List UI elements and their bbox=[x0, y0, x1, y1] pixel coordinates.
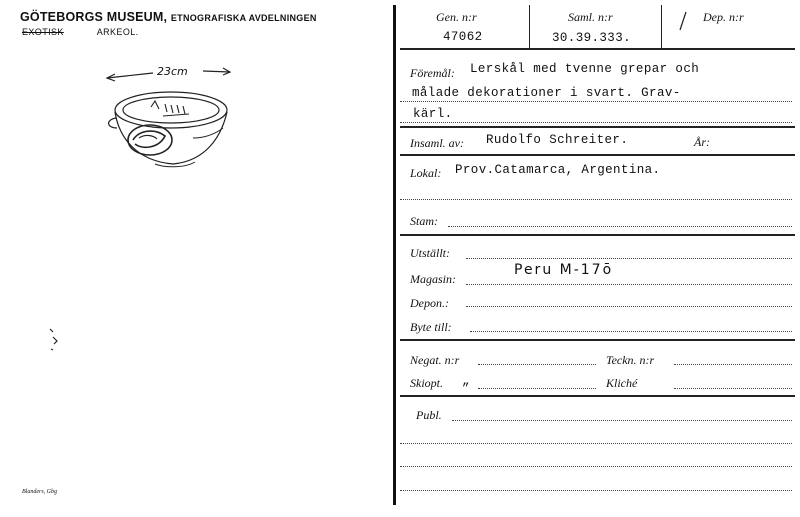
row-rule-top bbox=[400, 48, 795, 50]
kliche-label: Kliché bbox=[606, 376, 638, 390]
publ-dotline-4 bbox=[400, 490, 792, 491]
ar-label: År: bbox=[694, 135, 710, 149]
magasin-label: Magasin: bbox=[410, 272, 456, 286]
lokal-value: Prov.Catamarca, Argentina. bbox=[455, 163, 661, 177]
museum-name: GÖTEBORGS MUSEUM, bbox=[20, 10, 168, 24]
foremal-text-1: Lerskål med tvenne grepar och bbox=[470, 62, 700, 76]
dimension-arrow-right bbox=[203, 71, 230, 72]
utstallt-label: Utställt: bbox=[410, 246, 451, 260]
foremal-text-3: kärl. bbox=[413, 107, 453, 121]
stam-dotline bbox=[448, 226, 792, 227]
section-name: ARKEOL. bbox=[96, 27, 139, 37]
row-rule-byte bbox=[400, 339, 795, 341]
department-name: ETNOGRAFISKA AVDELNINGEN bbox=[170, 13, 317, 23]
publ-dotline-3 bbox=[400, 466, 792, 467]
teckn-dotline bbox=[674, 364, 792, 365]
magasin-dotline bbox=[466, 284, 792, 285]
publ-label: Publ. bbox=[416, 408, 442, 422]
stam-label: Stam: bbox=[410, 214, 438, 228]
magasin-value: Peru M-17ō bbox=[514, 262, 614, 278]
publ-dotline-2 bbox=[400, 443, 792, 444]
bowl-sketch bbox=[95, 58, 245, 178]
column-separator-2 bbox=[661, 5, 662, 48]
dep-label: Dep. n:r bbox=[703, 10, 744, 24]
foremal-label: Föremål: bbox=[410, 66, 455, 80]
dimension-arrow-left bbox=[107, 73, 153, 78]
saml-label: Saml. n:r bbox=[568, 10, 613, 24]
museum-header bbox=[20, 10, 317, 24]
row-rule-insaml bbox=[400, 154, 795, 156]
column-separator-1 bbox=[529, 5, 530, 48]
skiopt-value: „ bbox=[462, 374, 470, 388]
saml-number: 30.39.333. bbox=[552, 31, 632, 45]
stray-mark bbox=[45, 325, 65, 355]
card-divider bbox=[393, 5, 396, 505]
depon-label: Depon.: bbox=[410, 296, 449, 310]
section-line bbox=[22, 27, 139, 37]
bowl-drawing bbox=[109, 92, 227, 167]
foremal-dotline-1 bbox=[400, 101, 792, 102]
row-rule-foremal bbox=[400, 126, 795, 128]
foremal-text-2: målade dekorationer i svart. Grav- bbox=[412, 86, 681, 100]
foremal-dotline-2 bbox=[400, 122, 792, 123]
gen-number: 47062 bbox=[443, 30, 483, 44]
teckn-label: Teckn. n:r bbox=[606, 353, 655, 367]
negat-label: Negat. n:r bbox=[410, 353, 460, 367]
byte-dotline bbox=[470, 331, 792, 332]
check-mark bbox=[676, 10, 690, 32]
lokal-label: Lokal: bbox=[410, 166, 442, 180]
skiopt-dotline bbox=[478, 388, 596, 389]
gen-label: Gen. n:r bbox=[436, 10, 477, 24]
kliche-dotline bbox=[674, 388, 792, 389]
row-rule-kliche bbox=[400, 395, 795, 397]
utstallt-dotline bbox=[466, 258, 792, 259]
dimension-label: 23cm bbox=[157, 65, 188, 78]
lokal-dotline bbox=[400, 199, 792, 200]
row-rule-stam bbox=[400, 234, 795, 236]
publ-dotline-1 bbox=[452, 420, 792, 421]
insaml-label: Insaml. av: bbox=[410, 136, 464, 150]
insaml-value: Rudolfo Schreiter. bbox=[486, 133, 629, 147]
byte-label: Byte till: bbox=[410, 320, 452, 334]
negat-dotline bbox=[478, 364, 596, 365]
printer-imprint: Blanders, Gbg bbox=[22, 489, 57, 495]
struck-section: EXOTISK bbox=[22, 27, 64, 37]
skiopt-label: Skiopt. bbox=[410, 376, 443, 390]
depon-dotline bbox=[466, 306, 792, 307]
